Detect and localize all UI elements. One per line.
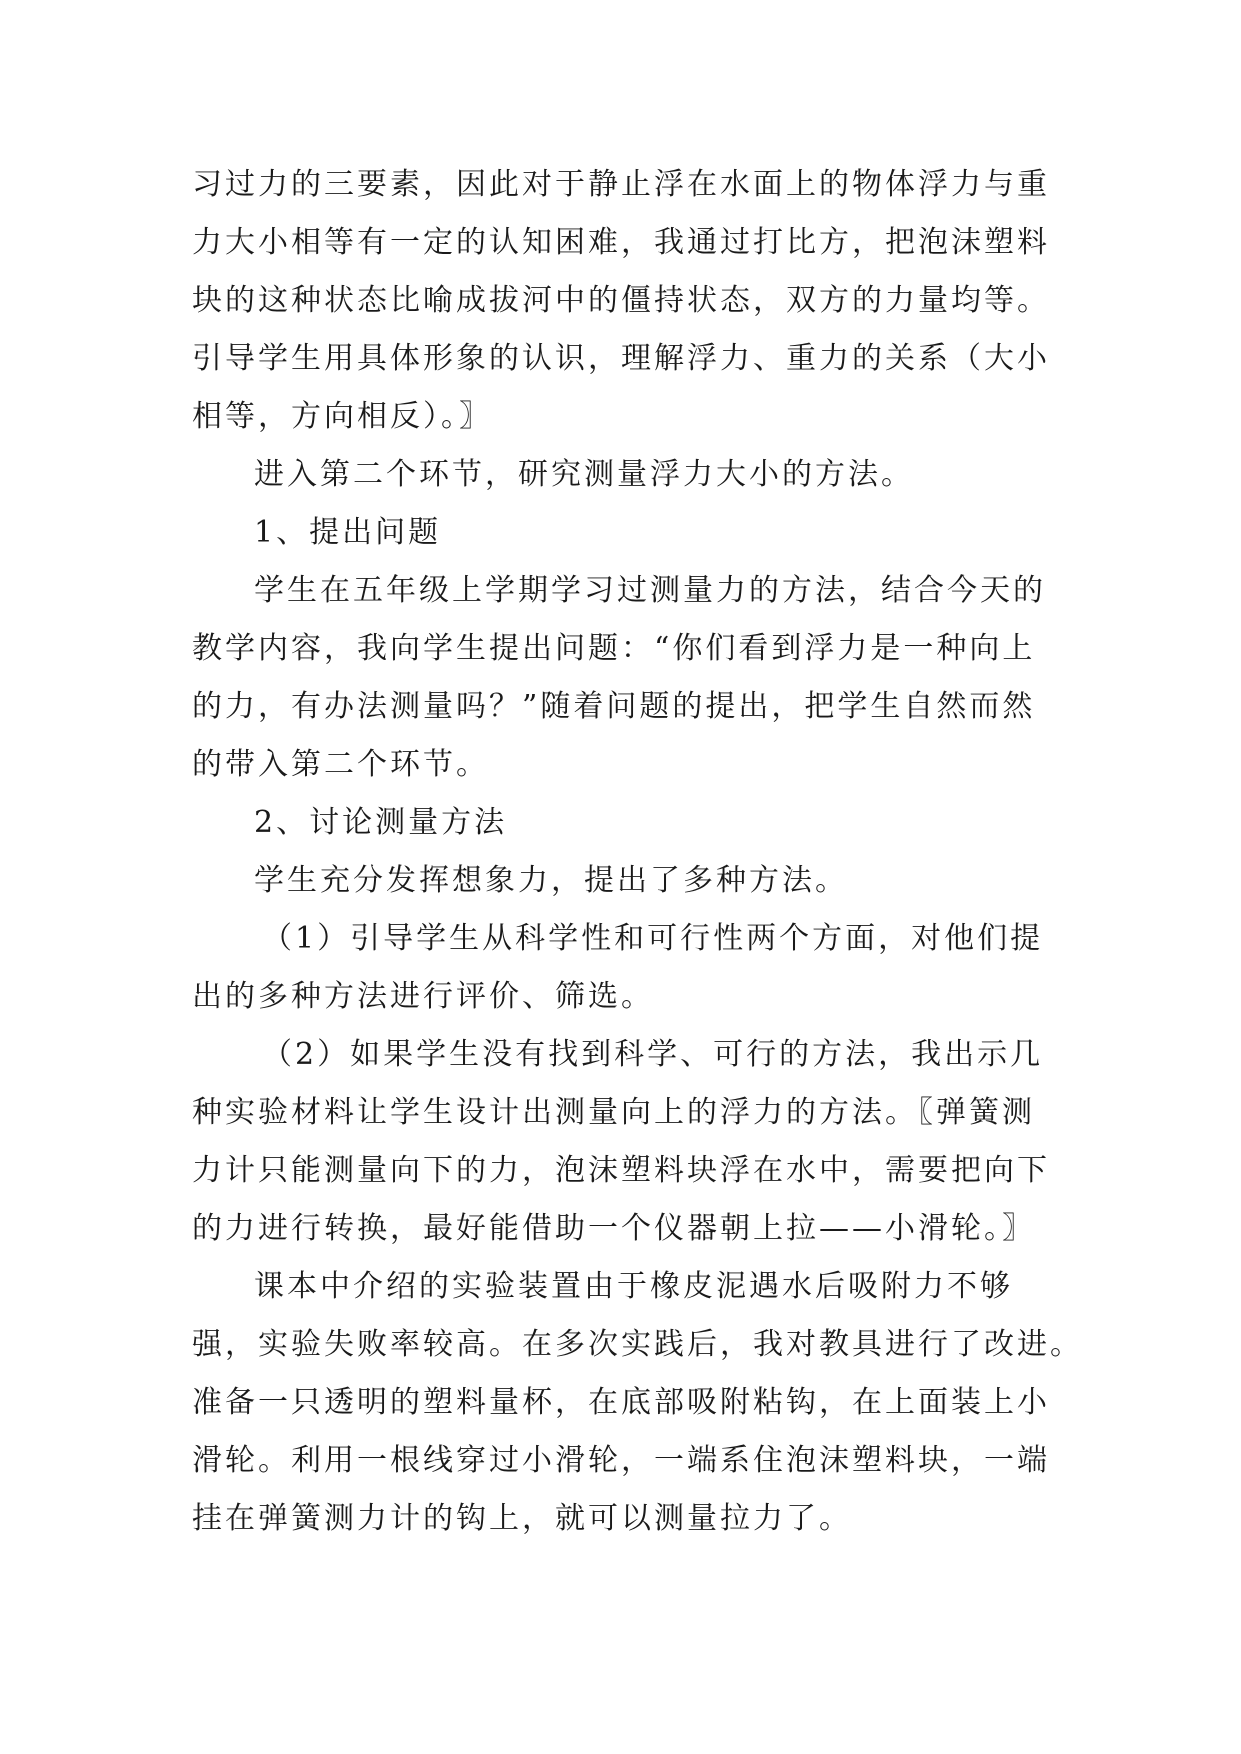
text-line: 相等，方向相反）。〗 <box>192 399 492 434</box>
text-line: 的力，有办法测量吗？”随着问题的提出，把学生自然而然 <box>192 689 1036 724</box>
text-line: 的带入第二个环节。 <box>192 747 489 782</box>
text-line: 引导学生用具体形象的认识，理解浮力、重力的关系（大小 <box>192 341 1050 376</box>
text-line: 的力进行转换，最好能借助一个仪器朝上拉——小滑轮。〗 <box>192 1211 1035 1246</box>
text-line: 滑轮。利用一根线穿过小滑轮，一端系住泡沫塑料块，一端 <box>192 1443 1050 1478</box>
text-line: 出的多种方法进行评价、筛选。 <box>192 979 654 1014</box>
text-line: 学生充分发挥想象力，提出了多种方法。 <box>254 863 848 898</box>
text-line: 种实验材料让学生设计出测量向上的浮力的方法。〖弹簧测 <box>192 1095 1035 1130</box>
text-line: 习过力的三要素，因此对于静止浮在水面上的物体浮力与重 <box>192 167 1050 202</box>
text-line: 强，实验失败率较高。在多次实践后，我对教具进行了改进。 <box>192 1327 1083 1362</box>
text-line: 准备一只透明的塑料量杯，在底部吸附粘钩，在上面装上小 <box>192 1385 1050 1420</box>
text-line: 力大小相等有一定的认知困难，我通过打比方，把泡沫塑料 <box>192 225 1050 260</box>
text-line: （2）如果学生没有找到科学、可行的方法，我出示几 <box>262 1037 1044 1072</box>
text-line: 学生在五年级上学期学习过测量力的方法，结合今天的 <box>254 573 1046 608</box>
text-line: 1、提出问题 <box>254 515 442 550</box>
text-line: 2、讨论测量方法 <box>254 805 508 840</box>
text-line: 教学内容，我向学生提出问题：“你们看到浮力是一种向上 <box>192 631 1036 666</box>
text-line: 力计只能测量向下的力，泡沫塑料块浮在水中，需要把向下 <box>192 1153 1050 1188</box>
text-line: 块的这种状态比喻成拔河中的僵持状态，双方的力量均等。 <box>192 283 1050 318</box>
text-line: 挂在弹簧测力计的钩上，就可以测量拉力了。 <box>192 1501 852 1536</box>
text-line: 课本中介绍的实验装置由于橡皮泥遇水后吸附力不够 <box>254 1269 1013 1304</box>
text-line: （1）引导学生从科学性和可行性两个方面，对他们提 <box>262 921 1044 956</box>
text-line: 进入第二个环节，研究测量浮力大小的方法。 <box>254 457 914 492</box>
